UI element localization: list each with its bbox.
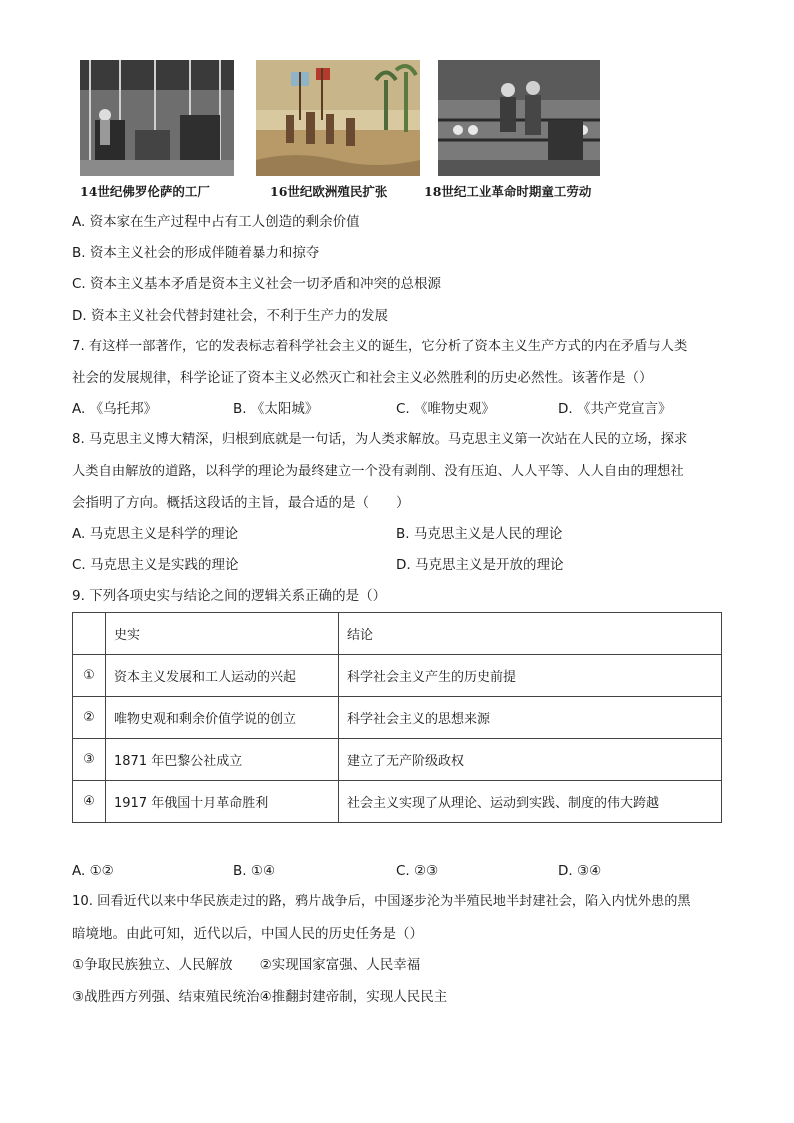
q10-choice-line-1: ①争取民族独立、人民解放 ②实现国家富强、人民幸福 xyxy=(72,957,421,973)
table-row xyxy=(73,739,722,781)
q8-options-row-1 xyxy=(72,524,722,544)
row-num: ③ xyxy=(73,739,106,781)
q7-option-b: B. 《太阳城》 xyxy=(233,401,319,417)
q9-option-d: D. ③④ xyxy=(558,863,602,879)
factory-photo-icon xyxy=(80,60,234,176)
row-num: ④ xyxy=(73,781,106,823)
row-fact: 1917 年俄国十月革命胜利 xyxy=(106,781,339,823)
table-row xyxy=(73,655,722,697)
row-conclusion: 社会主义实现了从理论、运动到实践、制度的伟大跨越 xyxy=(339,781,722,823)
q10-stem-line-2: 暗境地。由此可知，近代以后，中国人民的历史任务是（） xyxy=(72,926,423,942)
row-fact: 唯物史观和剩余价值学说的创立 xyxy=(106,697,339,739)
caption-1: 14世纪佛罗伦萨的工厂 xyxy=(80,184,210,199)
q7-option-c: C. 《唯物史观》 xyxy=(396,401,496,417)
q8-stem-line-3: 会指明了方向。概括这段话的主旨，最合适的是（ ） xyxy=(72,495,410,511)
picture-row xyxy=(78,60,618,200)
child-labor-photo-icon xyxy=(438,60,600,176)
q7-option-d: D. 《共产党宣言》 xyxy=(558,401,672,417)
q9-option-a: A. ①② xyxy=(72,863,114,879)
q8-option-a: A. 马克思主义是科学的理论 xyxy=(72,526,239,542)
q8-option-b: B. 马克思主义是人民的理论 xyxy=(396,526,563,542)
table-row xyxy=(73,697,722,739)
q9-options xyxy=(72,861,722,881)
q9-stem: 9. 下列各项史实与结论之间的逻辑关系正确的是（） xyxy=(72,588,387,604)
header-num xyxy=(73,613,106,655)
q8-options-row-2 xyxy=(72,555,722,575)
row-num: ① xyxy=(73,655,106,697)
row-conclusion: 建立了无产阶级政权 xyxy=(339,739,722,781)
table-header-row xyxy=(73,613,722,655)
q6-option-c: C. 资本主义基本矛盾是资本主义社会一切矛盾和冲突的总根源 xyxy=(72,276,442,292)
q7-options xyxy=(72,399,722,419)
q9-option-b: B. ①④ xyxy=(233,863,276,879)
row-conclusion: 科学社会主义的思想来源 xyxy=(339,697,722,739)
q6-option-d: D. 资本主义社会代替封建社会，不利于生产力的发展 xyxy=(72,308,388,324)
q8-option-c: C. 马克思主义是实践的理论 xyxy=(72,557,239,573)
q9-option-c: C. ②③ xyxy=(396,863,439,879)
q7-option-a: A. 《乌托邦》 xyxy=(72,401,158,417)
caption-2: 16世纪欧洲殖民扩张 xyxy=(270,184,388,199)
q8-stem-line-1: 8. 马克思主义博大精深，归根到底就是一句话，为人类求解放。马克思主义第一次站在人民的立场，探求 xyxy=(72,432,688,447)
q7-stem-line-1: 7. 有这样一部著作，它的发表标志着科学社会主义的诞生，它分析了资本主义生产方式的内在矛盾与人类 xyxy=(72,339,688,354)
q6-option-a: A. 资本家在生产过程中占有工人创造的剩余价值 xyxy=(72,214,360,230)
colonial-painting-icon xyxy=(256,60,420,176)
q8-option-d: D. 马克思主义是开放的理论 xyxy=(396,557,564,573)
table-row xyxy=(73,781,722,823)
caption-3: 18世纪工业革命时期童工劳动 xyxy=(424,184,592,199)
header-fact: 史实 xyxy=(106,613,339,655)
q8-stem-line-2: 人类自由解放的道路，以科学的理论为最终建立一个没有剥削、没有压迫、人人平等、人人自由的理想社 xyxy=(72,464,684,479)
header-conclusion: 结论 xyxy=(339,613,722,655)
q9-table xyxy=(72,612,722,823)
row-fact: 资本主义发展和工人运动的兴起 xyxy=(106,655,339,697)
q7-stem-line-2: 社会的发展规律，科学论证了资本主义必然灭亡和社会主义必然胜利的历史必然性。该著作是（） xyxy=(72,370,653,386)
row-conclusion: 科学社会主义产生的历史前提 xyxy=(339,655,722,697)
row-fact: 1871 年巴黎公社成立 xyxy=(106,739,339,781)
row-num: ② xyxy=(73,697,106,739)
q10-stem-line-1: 10. 回看近代以来中华民族走过的路，鸦片战争后，中国逐步沦为半殖民地半封建社会，陷入内忧外患的黑 xyxy=(72,894,691,909)
q10-choice-line-2: ③战胜西方列强、结束殖民统治④推翻封建帝制，实现人民民主 xyxy=(72,989,448,1005)
q6-option-b: B. 资本主义社会的形成伴随着暴力和掠夺 xyxy=(72,245,320,261)
